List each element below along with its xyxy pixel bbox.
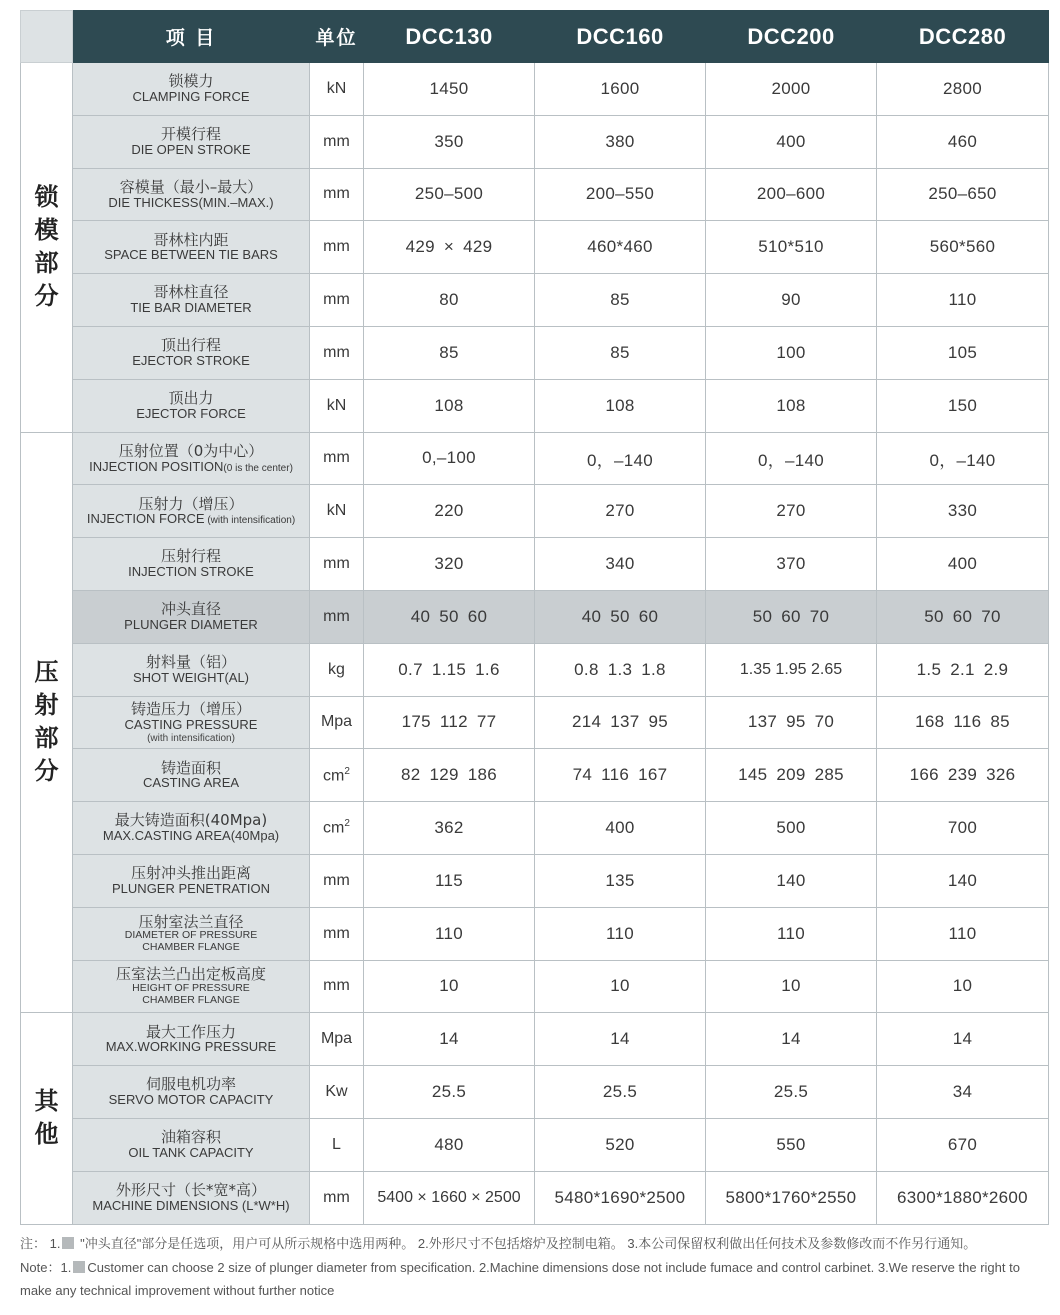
header-unit: 单位 xyxy=(310,11,364,63)
section-label-char: 部 xyxy=(34,249,59,278)
section-label-char: 部 xyxy=(34,724,59,753)
value-cell: 110 xyxy=(877,274,1049,327)
value-cell: 100 xyxy=(706,326,877,379)
unit-cell xyxy=(310,907,364,960)
item-name-cn: 压射行程 xyxy=(160,547,221,566)
item-name-en: CHAMBER FLANGE xyxy=(142,941,240,954)
unit-cell xyxy=(310,854,364,907)
item-name-cn: 锁模力 xyxy=(168,72,214,91)
value-cell: 40 50 60 xyxy=(364,590,535,643)
item-name-en xyxy=(73,882,309,897)
item-name-en xyxy=(73,512,309,527)
item-name-en-text: CLAMPING FORCE xyxy=(132,89,250,105)
value-cell: 0，–140 xyxy=(706,432,877,485)
value-cell: 14 xyxy=(877,1013,1049,1066)
value-cell: 200–550 xyxy=(535,168,706,221)
table-row xyxy=(21,1118,1049,1171)
item-name-en-note: (with intensification) xyxy=(147,732,235,744)
value-cell: 110 xyxy=(877,907,1049,960)
note-en xyxy=(20,1256,1050,1303)
value-cell: 5400 × 1660 × 2500 xyxy=(364,1171,535,1224)
item-cell xyxy=(73,63,310,116)
section-label-char: 射 xyxy=(34,691,59,720)
value-cell: 108 xyxy=(706,379,877,432)
value-cell: 520 xyxy=(535,1118,706,1171)
item-cell xyxy=(73,1171,310,1224)
unit-text: Mpa xyxy=(320,713,353,731)
item-name-en-note: (with intensification) xyxy=(204,515,296,527)
item-name-cn: 最大铸造面积(40Mpa) xyxy=(114,811,268,830)
value-cell: 25.5 xyxy=(364,1066,535,1119)
unit-text: mm xyxy=(323,238,350,256)
item-cell xyxy=(73,168,310,221)
value-cell: 85 xyxy=(535,274,706,327)
value-cell: 1600 xyxy=(535,63,706,116)
value-cell: 6300*1880*2600 xyxy=(877,1171,1049,1224)
item-cell xyxy=(73,960,310,1013)
item-name-en-text: INJECTION FORCE xyxy=(86,511,205,527)
value-cell: 380 xyxy=(535,115,706,168)
item-name-en-text: DIE OPEN STROKE xyxy=(131,141,251,157)
item-name-en: CHAMBER FLANGE xyxy=(142,993,240,1006)
unit-text: cm xyxy=(323,766,345,784)
item-name-cn: 压射冲头推出距离 xyxy=(130,864,251,883)
unit-text: mm xyxy=(323,449,350,467)
item-name-cn: 哥林柱直径 xyxy=(153,283,229,302)
value-cell: 108 xyxy=(364,379,535,432)
item-name-en xyxy=(73,1199,309,1214)
unit-text: L xyxy=(332,1135,341,1153)
item-cell xyxy=(73,274,310,327)
item-name-en-text: SERVO MOTOR CAPACITY xyxy=(108,1092,274,1108)
item-name-cn: 顶出力 xyxy=(168,389,214,407)
value-cell: 115 xyxy=(364,854,535,907)
item-cell xyxy=(73,1118,310,1171)
item-cell xyxy=(73,115,310,168)
table-row xyxy=(21,907,1049,960)
item-name-en-text: PLUNGER DIAMETER xyxy=(124,616,258,632)
table-row xyxy=(21,432,1049,485)
item-name-cn: 最大工作压力 xyxy=(145,1022,236,1041)
table-row xyxy=(21,274,1049,327)
spec-body xyxy=(21,63,1049,1225)
value-cell: 168 116 85 xyxy=(877,696,1049,749)
section-label-char: 模 xyxy=(34,216,59,245)
item-name-en-text: TIE BAR DIAMETER xyxy=(130,300,252,316)
section-label-char: 他 xyxy=(34,1120,59,1149)
item-name-cn: 冲头直径 xyxy=(160,600,221,619)
unit-cell xyxy=(310,749,364,802)
notes xyxy=(20,1232,1050,1303)
item-name-en-text: MAX.WORKING PRESSURE xyxy=(105,1039,277,1055)
header-row xyxy=(21,11,1049,63)
item-name-en xyxy=(73,90,309,105)
item-name-en-text: PLUNGER PENETRATION xyxy=(112,880,270,896)
unit-cell xyxy=(310,1013,364,1066)
unit-cell xyxy=(310,168,364,221)
unit-cell xyxy=(310,802,364,855)
note-cn-prefix: 注： 1. xyxy=(20,1236,61,1251)
unit-cell xyxy=(310,1118,364,1171)
table-row xyxy=(21,643,1049,696)
value-cell: 460 xyxy=(877,115,1049,168)
item-cell xyxy=(73,221,310,274)
value-cell: 90 xyxy=(706,274,877,327)
table-row xyxy=(21,326,1049,379)
unit-text: Mpa xyxy=(320,1030,353,1048)
unit-text: mm xyxy=(323,555,350,573)
table-row xyxy=(21,485,1049,538)
table-row xyxy=(21,538,1049,591)
item-name-en xyxy=(73,301,309,316)
item-name-en-text: CASTING PRESSURE xyxy=(124,716,258,732)
unit-text: cm xyxy=(323,819,345,837)
item-name-en xyxy=(73,618,309,633)
item-name-en-text: EJECTOR FORCE xyxy=(136,405,246,421)
value-cell: 175 112 77 xyxy=(364,696,535,749)
header-model: DCC130 xyxy=(364,11,535,63)
section-label xyxy=(21,1013,73,1224)
value-cell: 0，–140 xyxy=(535,432,706,485)
unit-cell xyxy=(310,538,364,591)
table-row xyxy=(21,63,1049,116)
value-cell: 137 95 70 xyxy=(706,696,877,749)
item-cell xyxy=(73,696,310,749)
value-cell: 362 xyxy=(364,802,535,855)
item-name-cn: 压射力（增压） xyxy=(138,494,244,513)
unit-text: mm xyxy=(323,1188,350,1206)
value-cell: 10 xyxy=(706,960,877,1013)
value-cell: 34 xyxy=(877,1066,1049,1119)
unit-cell xyxy=(310,326,364,379)
item-cell xyxy=(73,854,310,907)
value-cell: 0,–100 xyxy=(364,432,535,485)
item-name-cn: 铸造面积 xyxy=(160,758,221,777)
item-name-en xyxy=(73,354,309,369)
note-cn-text: "冲头直径"部分是任选项，用户可从所示规格中选用两种。 2.外形尺寸不包括熔炉及控制电箱。 3.本公司保留权利做出任何技术及参数修改而不作另行通知。 xyxy=(76,1236,977,1251)
table-row xyxy=(21,590,1049,643)
value-cell: 560*560 xyxy=(877,221,1049,274)
value-cell: 1.5 2.1 2.9 xyxy=(877,643,1049,696)
value-cell: 25.5 xyxy=(706,1066,877,1119)
header-item: 项 目 xyxy=(73,11,310,63)
item-cell xyxy=(73,432,310,485)
value-cell: 50 60 70 xyxy=(706,590,877,643)
section-label-char: 分 xyxy=(34,757,59,786)
section-label-char: 其 xyxy=(34,1087,59,1116)
value-cell: 82 129 186 xyxy=(364,749,535,802)
value-cell: 370 xyxy=(706,538,877,591)
value-cell: 80 xyxy=(364,274,535,327)
value-cell: 0，–140 xyxy=(877,432,1049,485)
item-name-en-text: DIE THICKESS(MIN.–MAX.) xyxy=(108,194,274,210)
section-label-char: 压 xyxy=(34,658,59,687)
value-cell: 85 xyxy=(364,326,535,379)
value-cell: 135 xyxy=(535,854,706,907)
value-cell: 14 xyxy=(364,1013,535,1066)
item-name-en xyxy=(73,565,309,580)
value-cell: 110 xyxy=(706,907,877,960)
item-name-en xyxy=(73,671,309,686)
item-name-en-text: INJECTION POSITION xyxy=(89,458,224,474)
unit-text: kg xyxy=(328,660,345,678)
unit-cell xyxy=(310,1171,364,1224)
item-name-en-text: MACHINE DIMENSIONS (L*W*H) xyxy=(92,1197,290,1213)
unit-text: mm xyxy=(323,291,350,309)
unit-text: mm xyxy=(323,343,350,361)
section-label-char: 分 xyxy=(34,282,59,311)
value-cell: 145 209 285 xyxy=(706,749,877,802)
item-cell xyxy=(73,485,310,538)
value-cell: 270 xyxy=(706,485,877,538)
unit-text: mm xyxy=(323,185,350,203)
value-cell: 0.8 1.3 1.8 xyxy=(535,643,706,696)
table-row xyxy=(21,379,1049,432)
value-cell: 214 137 95 xyxy=(535,696,706,749)
value-cell: 350 xyxy=(364,115,535,168)
note-en-prefix: Note：1. xyxy=(20,1259,72,1275)
value-cell: 1.35 1.95 2.65 xyxy=(706,643,877,696)
table-row xyxy=(21,221,1049,274)
unit-text: mm xyxy=(323,607,350,625)
item-name-cn: 压射室法兰直径 xyxy=(138,912,244,931)
item-cell xyxy=(73,590,310,643)
item-name-en-text: MAX.CASTING AREA(40Mpa) xyxy=(102,828,280,844)
unit-text: kN xyxy=(326,396,347,414)
unit-cell xyxy=(310,274,364,327)
unit-cell xyxy=(310,485,364,538)
item-name-cn: 顶出行程 xyxy=(160,336,221,355)
item-name-en-text: EJECTOR STROKE xyxy=(132,353,250,368)
value-cell: 85 xyxy=(535,326,706,379)
unit-text: mm xyxy=(323,871,350,889)
note-en-text: Customer can choose 2 size of plunger diameter from specification. 2.Machine dimensions dose not include fumace and control carbinet. 3.We reserve the right to make any technical improvement without further notice xyxy=(20,1259,1020,1298)
item-name-en-text: SHOT WEIGHT(AL) xyxy=(132,669,250,685)
item-cell xyxy=(73,379,310,432)
table-row xyxy=(21,802,1049,855)
item-name-en xyxy=(73,143,309,158)
legend-square-icon xyxy=(62,1237,74,1249)
unit-text: Kw xyxy=(325,1083,348,1101)
value-cell: 250–500 xyxy=(364,168,535,221)
value-cell: 5480*1690*2500 xyxy=(535,1171,706,1224)
note-cn xyxy=(20,1232,1050,1256)
value-cell: 40 50 60 xyxy=(535,590,706,643)
value-cell: 108 xyxy=(535,379,706,432)
value-cell: 110 xyxy=(364,907,535,960)
item-name-cn: 外形尺寸（长*宽*高） xyxy=(115,1180,266,1199)
item-name-cn: 伺服电机功率 xyxy=(145,1075,236,1094)
item-name-en-text: SPACE BETWEEN TIE BARS xyxy=(104,247,278,263)
value-cell: 105 xyxy=(877,326,1049,379)
table-row xyxy=(21,115,1049,168)
item-name-cn: 哥林柱内距 xyxy=(153,230,229,249)
item-name-cn: 射料量（铝） xyxy=(145,652,236,671)
value-cell: 400 xyxy=(877,538,1049,591)
item-name-en-text: CASTING AREA xyxy=(142,775,240,791)
item-cell xyxy=(73,1066,310,1119)
value-cell: 460*460 xyxy=(535,221,706,274)
value-cell: 50 60 70 xyxy=(877,590,1049,643)
value-cell: 400 xyxy=(706,115,877,168)
header-corner xyxy=(21,11,73,63)
value-cell: 320 xyxy=(364,538,535,591)
item-name-en xyxy=(73,460,309,475)
value-cell: 700 xyxy=(877,802,1049,855)
value-cell: 10 xyxy=(364,960,535,1013)
unit-text: mm xyxy=(323,132,350,150)
value-cell: 140 xyxy=(877,854,1049,907)
value-cell: 150 xyxy=(877,379,1049,432)
item-name-cn: 压室法兰凸出定板高度 xyxy=(115,965,266,984)
table-row xyxy=(21,1013,1049,1066)
item-cell xyxy=(73,749,310,802)
unit-cell xyxy=(310,960,364,1013)
value-cell: 510*510 xyxy=(706,221,877,274)
value-cell: 0.7 1.15 1.6 xyxy=(364,643,535,696)
value-cell: 270 xyxy=(535,485,706,538)
value-cell: 400 xyxy=(535,802,706,855)
table-row xyxy=(21,1066,1049,1119)
unit-superscript: 2 xyxy=(344,818,350,830)
unit-cell xyxy=(310,432,364,485)
value-cell: 330 xyxy=(877,485,1049,538)
item-name-en xyxy=(73,829,309,844)
value-cell: 670 xyxy=(877,1118,1049,1171)
table-row xyxy=(21,960,1049,1013)
unit-cell xyxy=(310,115,364,168)
section-label-char: 锁 xyxy=(34,183,59,212)
header-model: DCC280 xyxy=(877,11,1049,63)
unit-text: kN xyxy=(326,502,347,520)
value-cell: 429 × 429 xyxy=(364,221,535,274)
header-model: DCC160 xyxy=(535,11,706,63)
table-row xyxy=(21,749,1049,802)
item-name-en: DIAMETER OF PRESSURE xyxy=(124,929,258,942)
value-cell: 14 xyxy=(535,1013,706,1066)
item-cell xyxy=(73,538,310,591)
value-cell: 110 xyxy=(535,907,706,960)
table-row xyxy=(21,854,1049,907)
item-name-en xyxy=(73,1040,309,1055)
item-name-en xyxy=(73,248,309,263)
value-cell: 2800 xyxy=(877,63,1049,116)
unit-cell xyxy=(310,590,364,643)
section-label xyxy=(21,432,73,1013)
value-cell: 166 239 326 xyxy=(877,749,1049,802)
item-name-en-note: (0 is the center) xyxy=(223,462,293,474)
value-cell: 10 xyxy=(535,960,706,1013)
unit-superscript: 2 xyxy=(344,765,350,777)
item-name-en xyxy=(73,718,309,733)
value-cell: 480 xyxy=(364,1118,535,1171)
item-cell xyxy=(73,1013,310,1066)
item-name-cn: 铸造压力（增压） xyxy=(130,700,251,719)
value-cell: 74 116 167 xyxy=(535,749,706,802)
value-cell: 10 xyxy=(877,960,1049,1013)
item-name-en xyxy=(73,407,309,422)
item-name-en-text: INJECTION STROKE xyxy=(128,564,254,580)
table-row xyxy=(21,1171,1049,1224)
item-name-en-text: OIL TANK CAPACITY xyxy=(128,1144,254,1160)
item-cell xyxy=(73,643,310,696)
item-cell xyxy=(73,907,310,960)
unit-text: kN xyxy=(326,79,347,97)
table-row xyxy=(21,168,1049,221)
value-cell: 500 xyxy=(706,802,877,855)
item-cell xyxy=(73,802,310,855)
unit-cell xyxy=(310,63,364,116)
unit-text: mm xyxy=(323,977,350,995)
value-cell: 5800*1760*2550 xyxy=(706,1171,877,1224)
value-cell: 200–600 xyxy=(706,168,877,221)
value-cell: 25.5 xyxy=(535,1066,706,1119)
value-cell: 550 xyxy=(706,1118,877,1171)
item-name-cn: 压射位置（0为中心） xyxy=(118,441,264,460)
item-name-en xyxy=(73,776,309,791)
item-name-cn: 开模行程 xyxy=(160,125,221,144)
value-cell: 140 xyxy=(706,854,877,907)
value-cell: 250–650 xyxy=(877,168,1049,221)
value-cell: 340 xyxy=(535,538,706,591)
item-name-en xyxy=(73,196,309,211)
spec-table xyxy=(20,10,1049,1225)
item-name-en xyxy=(73,1146,309,1161)
value-cell: 2000 xyxy=(706,63,877,116)
item-name-cn: 油箱容积 xyxy=(160,1128,221,1147)
item-name-cn: 容模量（最小–最大） xyxy=(119,177,263,196)
unit-cell xyxy=(310,643,364,696)
item-name-en: HEIGHT OF PRESSURE xyxy=(132,982,250,995)
header-model: DCC200 xyxy=(706,11,877,63)
item-cell xyxy=(73,326,310,379)
value-cell: 14 xyxy=(706,1013,877,1066)
unit-cell xyxy=(310,696,364,749)
unit-text: mm xyxy=(323,924,350,942)
value-cell: 1450 xyxy=(364,63,535,116)
section-label xyxy=(21,63,73,433)
item-name-en xyxy=(73,1093,309,1108)
legend-square-icon xyxy=(73,1261,85,1273)
unit-cell xyxy=(310,1066,364,1119)
table-row xyxy=(21,696,1049,749)
unit-cell xyxy=(310,379,364,432)
unit-cell xyxy=(310,221,364,274)
value-cell: 220 xyxy=(364,485,535,538)
